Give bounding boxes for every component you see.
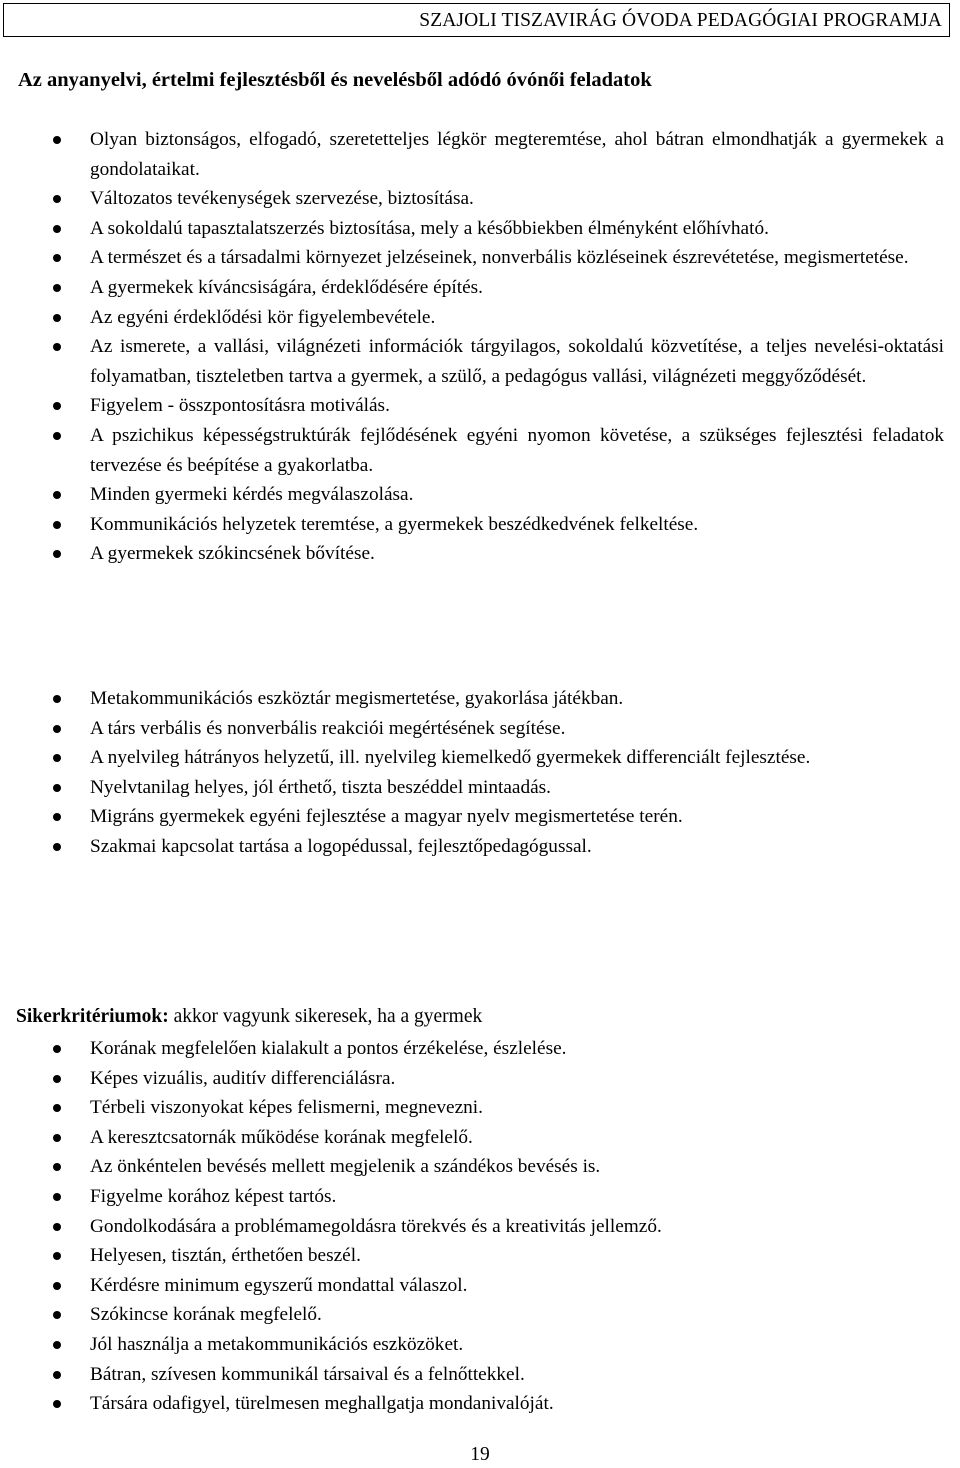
bullet-icon — [53, 1104, 61, 1112]
bullet-icon — [53, 343, 61, 351]
list-item: Gondolkodására a problémamegoldásra törekvés és a kreativitás jellemző. — [0, 1212, 960, 1242]
bullet-icon — [53, 725, 61, 733]
bullet-icon — [53, 754, 61, 762]
list-item: A nyelvileg hátrányos helyzetű, ill. nyelvileg kiemelkedő gyermekek differenciált fejlesztése. — [0, 743, 960, 773]
list-item: Migráns gyermekek egyéni fejlesztése a magyar nyelv megismertetése terén. — [0, 802, 960, 832]
bullet-icon — [53, 813, 61, 821]
bullet-icon — [53, 1252, 61, 1260]
bullet-icon — [53, 521, 61, 529]
bullet-icon — [53, 1400, 61, 1408]
list-item: Szókincse korának megfelelő. — [0, 1300, 960, 1330]
tasks-list-secondary — [0, 684, 960, 862]
list-item: Helyesen, tisztán, érthetően beszél. — [0, 1241, 960, 1271]
list-item: A keresztcsatornák működése korának megfelelő. — [0, 1123, 960, 1153]
list-item: Jól használja a metakommunikációs eszközöket. — [0, 1330, 960, 1360]
list-item: Képes vizuális, auditív differenciálásra. — [0, 1064, 960, 1094]
list-item: Kommunikációs helyzetek teremtése, a gyermekek beszédkedvének felkeltése. — [0, 510, 960, 540]
list-item: Az egyéni érdeklődési kör figyelembevétele. — [0, 303, 960, 333]
bullet-icon — [53, 136, 61, 144]
list-item: A társ verbális és nonverbális reakciói megértésének segítése. — [0, 714, 960, 744]
bullet-icon — [53, 1163, 61, 1171]
list-item: Olyan biztonságos, elfogadó, szeretetteljes légkör megteremtése, ahol bátran elmondhatják a gyermekek a gondolataikat. — [0, 125, 960, 184]
list-item: Figyelme korához képest tartós. — [0, 1182, 960, 1212]
bullet-icon — [53, 550, 61, 558]
list-item: Bátran, szívesen kommunikál társaival és a felnőttekkel. — [0, 1360, 960, 1390]
list-item: Az ismerete, a vallási, világnézeti információk tárgyilagos, sokoldalú közvetítése, a teljes nevelési-oktatási folyamatban, tiszteletben tartva a gyermek, a szülő, a pedagógus vallási, világnézeti meggyőződését. — [0, 332, 960, 391]
list-item: Metakommunikációs eszköztár megismertetése, gyakorlása játékban. — [0, 684, 960, 714]
list-item: Minden gyermeki kérdés megválaszolása. — [0, 480, 960, 510]
list-item: A pszichikus képességstruktúrák fejlődésének egyéni nyomon követése, a szükséges fejlesztési feladatok tervezése és beépítése a gyakorlatba. — [0, 421, 960, 480]
criteria-list — [0, 1034, 960, 1419]
list-item: Kérdésre minimum egyszerű mondattal válaszol. — [0, 1271, 960, 1301]
list-item: Térbeli viszonyokat képes felismerni, megnevezni. — [0, 1093, 960, 1123]
bullet-icon — [53, 843, 61, 851]
list-item: Nyelvtanilag helyes, jól érthető, tiszta beszéddel mintaadás. — [0, 773, 960, 803]
bullet-icon — [53, 1371, 61, 1379]
bullet-icon — [53, 1193, 61, 1201]
criteria-intro — [16, 1002, 482, 1032]
bullet-icon — [53, 1341, 61, 1349]
bullet-icon — [53, 491, 61, 499]
list-item: Korának megfelelően kialakult a pontos érzékelése, észlelése. — [0, 1034, 960, 1064]
list-item: Szakmai kapcsolat tartása a logopédussal, fejlesztőpedagógussal. — [0, 832, 960, 862]
bullet-icon — [53, 1311, 61, 1319]
list-item: Figyelem - összpontosításra motiválás. — [0, 391, 960, 421]
header-title: SZAJOLI TISZAVIRÁG ÓVODA PEDAGÓGIAI PROGRAMJA — [419, 10, 942, 31]
bullet-icon — [53, 195, 61, 203]
list-item: Változatos tevékenységek szervezése, biztosítása. — [0, 184, 960, 214]
bullet-icon — [53, 402, 61, 410]
bullet-icon — [53, 784, 61, 792]
tasks-list-primary — [0, 125, 960, 569]
bullet-icon — [53, 1134, 61, 1142]
criteria-intro-text: akkor vagyunk sikeresek, ha a gyermek — [168, 1006, 483, 1027]
bullet-icon — [53, 432, 61, 440]
list-item: Az önkéntelen bevésés mellett megjelenik a szándékos bevésés is. — [0, 1152, 960, 1182]
criteria-label: Sikerkritériumok: — [16, 1006, 169, 1027]
list-item: A gyermekek szókincsének bővítése. — [0, 539, 960, 569]
list-item: A természet és a társadalmi környezet jelzéseinek, nonverbális közléseinek észrevétetése, megismertetése. — [0, 243, 960, 273]
list-item: Társára odafigyel, türelmesen meghallgatja mondanivalóját. — [0, 1389, 960, 1419]
bullet-icon — [53, 695, 61, 703]
bullet-icon — [53, 254, 61, 262]
section-title: Az anyanyelvi, értelmi fejlesztésből és nevelésből adódó óvónői feladatok — [18, 69, 652, 91]
bullet-icon — [53, 1223, 61, 1231]
bullet-icon — [53, 314, 61, 322]
bullet-icon — [53, 225, 61, 233]
page-number: 19 — [470, 1444, 490, 1465]
bullet-icon — [53, 1282, 61, 1290]
bullet-icon — [53, 1075, 61, 1083]
list-item: A gyermekek kíváncsiságára, érdeklődésére építés. — [0, 273, 960, 303]
page-header — [3, 3, 950, 37]
bullet-icon — [53, 284, 61, 292]
bullet-icon — [53, 1045, 61, 1053]
list-item: A sokoldalú tapasztalatszerzés biztosítása, mely a későbbiekben élményként előhívható. — [0, 214, 960, 244]
